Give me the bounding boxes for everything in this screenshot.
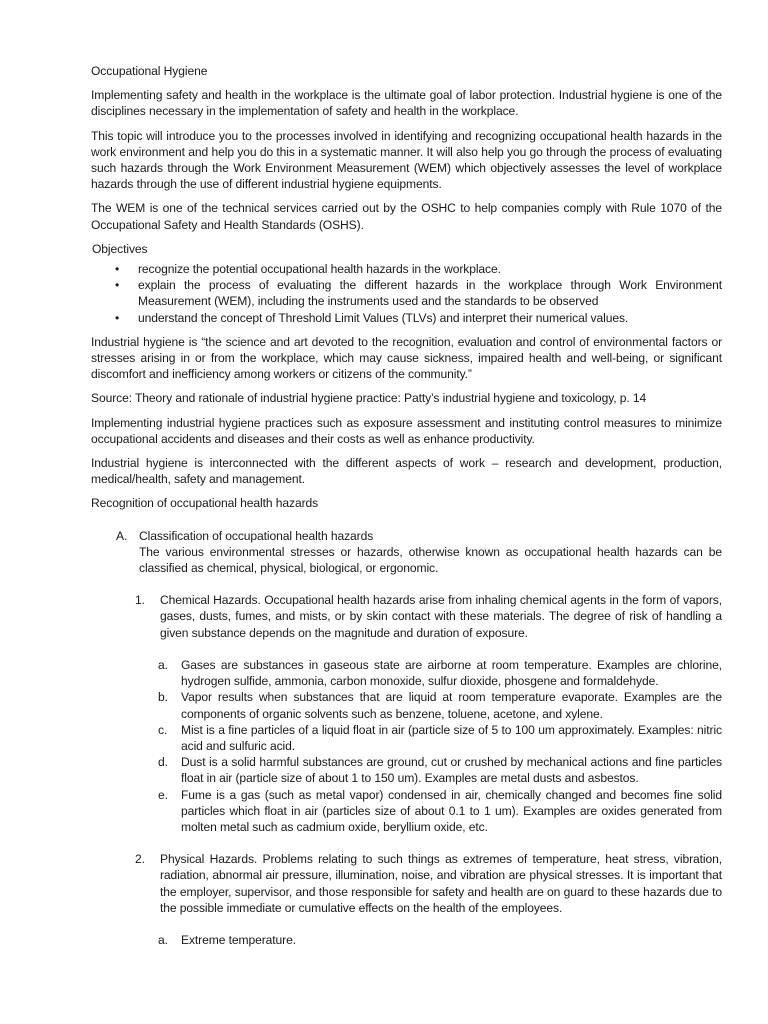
objective-text: understand the concept of Threshold Limit Values (TLVs) and interpret their numerical values. — [138, 310, 629, 325]
interconnected-paragraph: Industrial hygiene is interconnected with the different aspects of work – research and development, production, medical/health, safety and management. — [91, 456, 722, 487]
list-item — [91, 722, 722, 754]
chemical-hazards-text: Chemical Hazards. Occupational health hazards arise from inhaling chemical agents in the form of vapors, gases, dusts, fumes, and mists, or by skin contact with these materials. The degree of risk of handling a given substance depends on the magnitude and duration of exposure. — [160, 593, 722, 640]
bullet-icon: • — [115, 262, 120, 277]
bullet-icon: • — [115, 278, 120, 293]
subitem-marker: c. — [158, 722, 168, 737]
list-item — [91, 689, 722, 721]
document-body — [91, 63, 722, 948]
objective-text: explain the process of evaluating the different hazards in the workplace through Work Environment Measurement (WEM), including the instruments used and the standards to be observed — [138, 278, 722, 309]
physical-hazards-item — [91, 851, 722, 916]
objective-text: recognize the potential occupational health hazards in the workplace. — [138, 262, 501, 277]
physical-hazards-text: Physical Hazards. Problems relating to such things as extremes of temperature, heat stress, vibration, radiation, abnormal air pressure, illumination, noise, and vibration are physical stresses. It is important that the employer, supervisor, and those responsible for safety and health are on guard to these hazards due to the possible immediate or cumulative effects on the health of the employees. — [160, 852, 722, 915]
list-item — [91, 277, 722, 309]
physical-subitems-list — [91, 932, 722, 948]
intro-paragraph-3: The WEM is one of the technical services carried out by the OSHC to help companies comply with Rule 1070 of the Occupational Safety and Health Standards (OSHS). — [91, 201, 722, 232]
subitem-text: Extreme temperature. — [181, 932, 296, 947]
section-a-heading: Classification of occupational health hazards — [139, 528, 374, 543]
subitem-marker: e. — [158, 787, 168, 802]
list-item — [91, 932, 722, 948]
document-title: Occupational Hygiene — [91, 64, 208, 78]
section-a-text: The various environmental stresses or hazards, otherwise known as occupational health hazards can be classified as chemical, physical, biological, or ergonomic. — [139, 544, 722, 576]
bullet-icon: • — [115, 310, 120, 325]
source-citation: Source: Theory and rationale of industrial hygiene practice: Patty’s industrial hygiene and toxicology, p. 14 — [91, 391, 647, 406]
section-marker: A. — [116, 528, 128, 543]
list-item — [91, 261, 722, 277]
subitem-text: Dust is a solid harmful substances are ground, cut or crushed by mechanical actions and fine particles float in air (particle size of about 1 to 150 um). Examples are metal dusts and asbestos. — [181, 755, 722, 786]
recognition-heading: Recognition of occupational health hazards — [91, 496, 319, 511]
intro-paragraph-1: Implementing safety and health in the workplace is the ultimate goal of labor protection. Industrial hygiene is one of the disciplines necessary in the implementation of safety and health in the workplace. — [91, 88, 722, 119]
definition-paragraph: Industrial hygiene is “the science and art devoted to the recognition, evaluation and control of environmental factors or stresses arising in or from the workplace, which may cause sickness, impaired health and well-being, or significant discomfort and inefficiency among workers or citizens of the community.” — [91, 334, 722, 382]
item-marker: 2. — [135, 852, 145, 867]
subitem-text: Gases are substances in gaseous state are airborne at room temperature. Examples are chlorine, hydrogen sulfide, ammonia, carbon monoxide, sulfur dioxide, phosgene and formaldehyde. — [181, 657, 722, 689]
list-item — [91, 754, 722, 786]
item-marker: 1. — [135, 593, 145, 608]
objectives-heading: Objectives — [92, 241, 148, 256]
subitem-marker: d. — [158, 755, 168, 770]
list-item — [91, 787, 722, 836]
objectives-list — [91, 261, 722, 326]
subitem-marker: b. — [158, 690, 168, 705]
subitem-marker: a. — [158, 932, 168, 947]
intro-paragraph-2: This topic will introduce you to the processes involved in identifying and recognizing occupational health hazards in the work environment and help you do this in a systematic manner. It will also help you go through the process of evaluating such hazards through the Work Environment Measurement (WEM) which objectively assesses the level of workplace hazards through the use of different industrial hygiene equipments. — [91, 128, 722, 192]
list-item — [91, 310, 722, 326]
section-a — [91, 528, 722, 577]
subitem-text: Vapor results when substances that are liquid at room temperature evaporate. Examples are the components of organic solvents such as benzene, toluene, acetone, and xylene. — [181, 690, 722, 721]
subitem-text: Fume is a gas (such as metal vapor) condensed in air, chemically changed and becomes fine solid particles which float in air (particles size of about 0.1 to 1 um). Examples are oxides generated from molten metal such as cadmium oxide, beryllium oxide, etc. — [181, 787, 722, 834]
subitem-text: Mist is a fine particles of a liquid float in air (particle size of 5 to 100 um approximately. Examples: nitric acid and sulfuric acid. — [181, 722, 722, 753]
subitem-marker: a. — [158, 657, 168, 672]
chemical-subitems-list — [91, 657, 722, 835]
list-item — [91, 657, 722, 689]
chemical-hazards-item — [91, 592, 722, 641]
implementing-paragraph: Implementing industrial hygiene practices such as exposure assessment and instituting control measures to minimize occupational accidents and diseases and their costs as well as enhance productivity. — [91, 415, 722, 446]
